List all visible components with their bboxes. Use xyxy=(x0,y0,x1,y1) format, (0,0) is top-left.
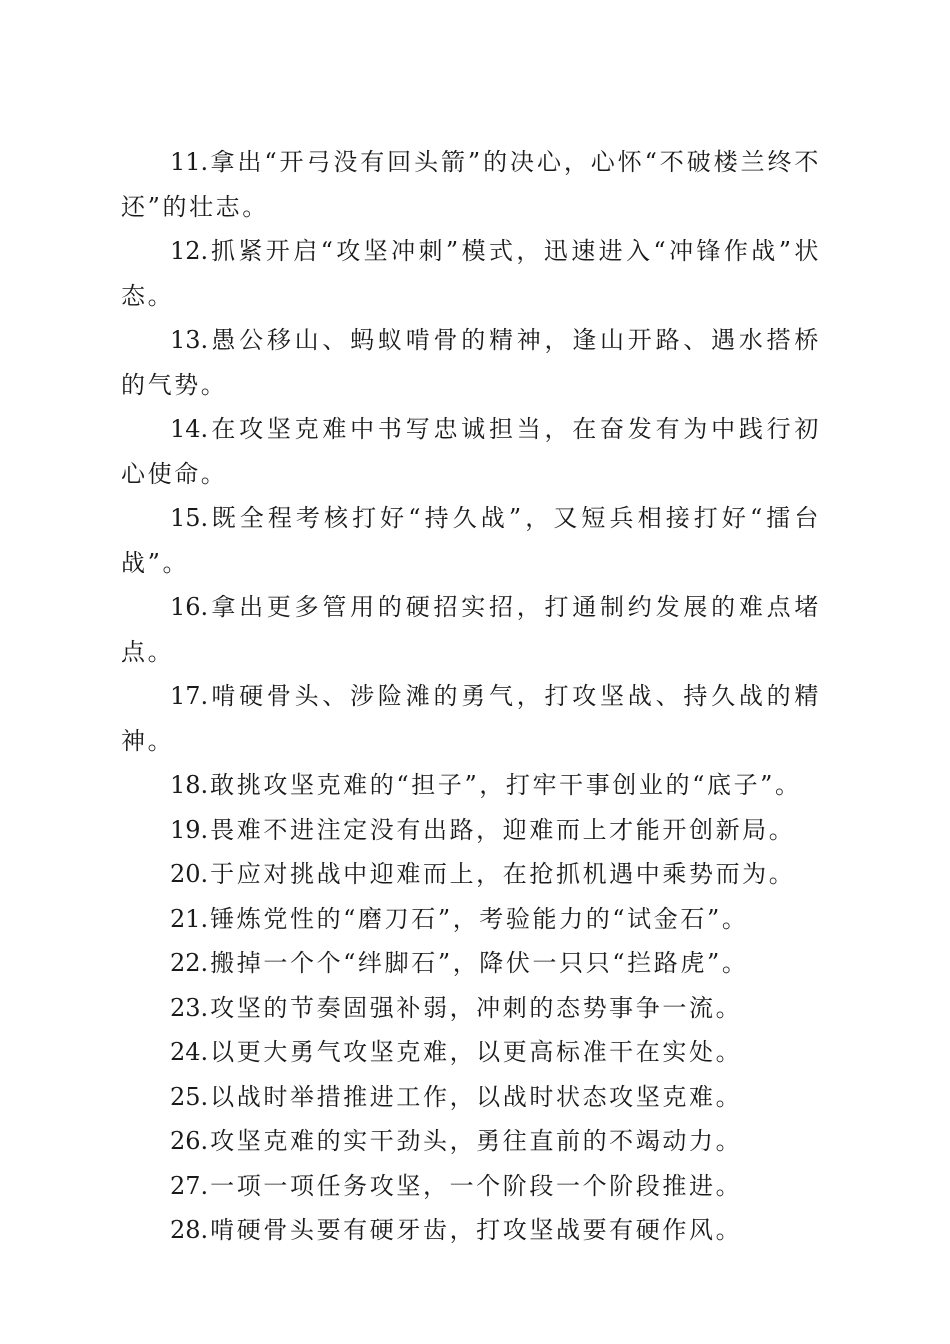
item-number: 20. xyxy=(170,860,209,888)
list-item xyxy=(121,496,821,585)
item-text: 以更大勇气攻坚克难，以更高标准干在实处。 xyxy=(210,1038,743,1066)
list-item xyxy=(121,585,821,674)
item-text: 既全程考核打好“持久战”，又短兵相接打好“擂台战”。 xyxy=(121,504,821,577)
list-item xyxy=(121,852,821,897)
list-item xyxy=(121,1075,821,1120)
item-number: 23. xyxy=(170,993,209,1022)
item-number: 13. xyxy=(170,326,209,354)
item-number: 25. xyxy=(170,1082,209,1111)
item-text: 攻坚的节奏固强补弱，冲刺的态势事争一流。 xyxy=(210,993,743,1022)
list-item xyxy=(121,941,821,986)
item-text: 愚公移山、蚂蚁啃骨的精神，逢山开路、遇水搭桥的气势。 xyxy=(121,326,821,399)
item-text: 一项一项任务攻坚，一个阶段一个阶段推进。 xyxy=(210,1171,743,1200)
item-text: 抓紧开启“攻坚冲刺”模式，迅速进入“冲锋作战”状态。 xyxy=(121,237,821,310)
item-number: 19. xyxy=(170,815,209,844)
item-text: 以战时举措推进工作，以战时状态攻坚克难。 xyxy=(210,1082,743,1111)
item-number: 11. xyxy=(170,148,209,176)
item-text: 于应对挑战中迎难而上，在抢抓机遇中乘势而为。 xyxy=(210,860,796,888)
item-text: 拿出“开弓没有回头箭”的决心，心怀“不破楼兰终不还”的壮志。 xyxy=(121,148,821,221)
list-item xyxy=(121,674,821,763)
item-number: 17. xyxy=(170,682,209,710)
item-number: 15. xyxy=(170,504,209,532)
item-text: 敢挑攻坚克难的“担子”，打牢干事创业的“底子”。 xyxy=(210,771,802,799)
item-number: 12. xyxy=(170,237,209,265)
list-item xyxy=(121,763,821,808)
item-text: 啃硬骨头、涉险滩的勇气，打攻坚战、持久战的精神。 xyxy=(121,682,821,755)
list-item xyxy=(121,808,821,853)
document-body xyxy=(121,140,821,1253)
item-number: 22. xyxy=(170,949,209,977)
item-number: 26. xyxy=(170,1127,209,1155)
list-item xyxy=(121,229,821,318)
list-item xyxy=(121,318,821,407)
list-item xyxy=(121,1208,821,1253)
item-text: 锤炼党性的“磨刀石”，考验能力的“试金石”。 xyxy=(210,904,749,933)
list-item xyxy=(121,407,821,496)
list-item xyxy=(121,986,821,1031)
list-item xyxy=(121,897,821,942)
item-number: 24. xyxy=(170,1038,209,1066)
list-item xyxy=(121,1030,821,1075)
item-text: 攻坚克难的实干劲头，勇往直前的不竭动力。 xyxy=(210,1127,743,1155)
item-number: 18. xyxy=(170,771,209,799)
item-number: 27. xyxy=(170,1171,209,1200)
item-number: 14. xyxy=(170,415,209,443)
item-text: 啃硬骨头要有硬牙齿，打攻坚战要有硬作风。 xyxy=(210,1216,743,1244)
list-item xyxy=(121,1119,821,1164)
item-text: 畏难不进注定没有出路，迎难而上才能开创新局。 xyxy=(210,815,796,844)
item-text: 搬掉一个个“绊脚石”，降伏一只只“拦路虎”。 xyxy=(210,949,749,977)
list-item xyxy=(121,140,821,229)
item-text: 在攻坚克难中书写忠诚担当，在奋发有为中践行初心使命。 xyxy=(121,415,821,488)
list-item xyxy=(121,1164,821,1209)
item-number: 28. xyxy=(170,1216,209,1244)
item-number: 16. xyxy=(170,593,209,621)
item-text: 拿出更多管用的硬招实招，打通制约发展的难点堵点。 xyxy=(121,593,821,666)
item-number: 21. xyxy=(170,904,209,933)
